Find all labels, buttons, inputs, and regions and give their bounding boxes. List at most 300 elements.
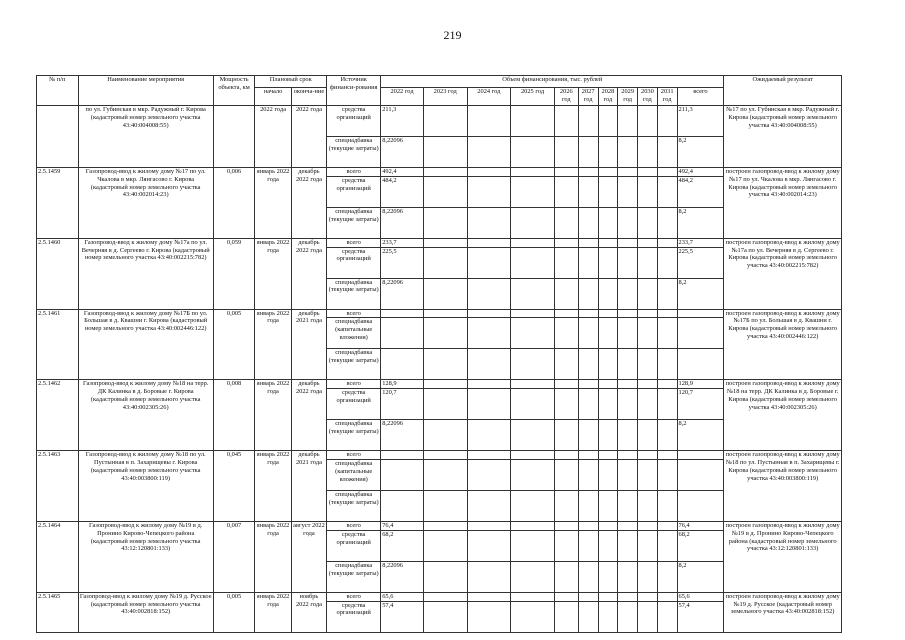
value-empty	[578, 176, 598, 207]
value-total	[677, 309, 724, 318]
value-empty	[467, 318, 511, 349]
value-empty	[638, 168, 658, 177]
financing-table	[36, 75, 842, 633]
value-empty	[511, 380, 555, 389]
entry-end: ноябрь 2022 года	[291, 592, 326, 632]
entry-source: спецнадбавка (текущие затраты)	[327, 278, 381, 309]
value-total: 65,6	[677, 592, 724, 601]
entry-name: Газопровод-ввод к жилому дому №18 по ул. Пустынная в п. Захарищевы г. Кирова (кадастровый номер земельного участка 43:40:003800:119)	[78, 451, 213, 522]
value-empty	[423, 459, 467, 490]
value-empty	[638, 459, 658, 490]
value-empty	[618, 247, 638, 278]
value-empty	[578, 530, 598, 561]
entry-source: спецнадбавка (текущие затраты)	[327, 420, 381, 451]
value-total: 128,9	[677, 380, 724, 389]
table-row	[37, 592, 842, 601]
entry-capacity: 0,006	[213, 168, 255, 239]
value-empty	[638, 106, 658, 137]
value-empty	[638, 176, 658, 207]
value-empty	[578, 459, 598, 490]
value-total: 76,4	[677, 521, 724, 530]
value-empty	[467, 137, 511, 168]
value-empty	[554, 137, 578, 168]
value-empty	[554, 592, 578, 601]
value-empty	[511, 207, 555, 238]
value-empty	[467, 592, 511, 601]
table-row	[37, 168, 842, 177]
value-empty	[618, 137, 638, 168]
header-name: Наименование мероприятия	[78, 76, 213, 106]
entry-result: построен газопровод-ввод к жилому дому №17Б по ул. Большая в д. Квашни г. Кирова (кадастровый номер земельного участка 43:40:002446:122)	[724, 309, 842, 380]
value-empty	[423, 521, 467, 530]
entry-number: 2.5.1460	[37, 238, 79, 309]
value-total: 233,7	[677, 238, 724, 247]
value-empty	[467, 309, 511, 318]
value-2022: 484,2	[381, 176, 424, 207]
value-empty	[578, 247, 598, 278]
entry-capacity: 0,045	[213, 451, 255, 522]
value-empty	[618, 318, 638, 349]
value-empty	[657, 420, 677, 451]
entry-start: январь 2022 года	[255, 521, 291, 592]
value-empty	[618, 389, 638, 420]
value-empty	[598, 106, 618, 137]
value-empty	[598, 238, 618, 247]
value-empty	[578, 349, 598, 380]
entry-result: построен газопровод-ввод к жилому дому №18 по ул. Пустынная в п. Захарищевы г. Кирова (кадастровый номер земельного участка 43:40:003800:119)	[724, 451, 842, 522]
header-num: № п/п	[37, 76, 79, 106]
value-empty	[423, 318, 467, 349]
value-2022: 76,4	[381, 521, 424, 530]
value-empty	[657, 309, 677, 318]
value-empty	[423, 592, 467, 601]
entry-number: 2.5.1461	[37, 309, 79, 380]
value-total	[677, 459, 724, 490]
entry-source: спецнадбавка (капитальные вложения)	[327, 459, 381, 490]
value-empty	[423, 349, 467, 380]
value-empty	[618, 521, 638, 530]
value-total	[677, 490, 724, 521]
value-empty	[598, 318, 618, 349]
entry-end: декабрь 2022 года	[291, 238, 326, 309]
value-2022: 8,22096	[381, 207, 424, 238]
value-empty	[618, 176, 638, 207]
entry-name: Газопровод-ввод к жилому дому №19 д. Русское (кадастровый номер земельного участка 43:40:002818:152)	[78, 592, 213, 632]
value-empty	[554, 389, 578, 420]
value-empty	[423, 420, 467, 451]
value-empty	[638, 238, 658, 247]
value-empty	[467, 451, 511, 460]
entry-result: построен газопровод-ввод к жилому дому №19 в д. Пронино Кирово-Чепецкого района (кадастровый номер земельного участка 43:12:120801:133)	[724, 521, 842, 592]
value-empty	[423, 168, 467, 177]
entry-source: спецнадбавка (капитальные вложения)	[327, 318, 381, 349]
value-empty	[511, 521, 555, 530]
table-row	[37, 451, 842, 460]
value-empty	[598, 561, 618, 592]
value-empty	[511, 530, 555, 561]
value-total: 8,2	[677, 278, 724, 309]
entry-source: спецнадбавка (текущие затраты)	[327, 137, 381, 168]
value-empty	[423, 176, 467, 207]
value-empty	[598, 530, 618, 561]
entry-number: 2.5.1465	[37, 592, 79, 632]
header-year-2022: 2022 год	[381, 88, 424, 106]
value-empty	[578, 601, 598, 632]
value-empty	[618, 106, 638, 137]
value-total: 68,2	[677, 530, 724, 561]
entry-start: январь 2022 года	[255, 309, 291, 380]
value-empty	[638, 137, 658, 168]
entry-source: всего	[327, 380, 381, 389]
value-empty	[657, 561, 677, 592]
value-2022: 8,22096	[381, 137, 424, 168]
header-volume: Объем финансирования, тыс. рублей	[381, 76, 724, 88]
value-empty	[578, 309, 598, 318]
value-empty	[598, 451, 618, 460]
entry-source: всего	[327, 168, 381, 177]
table-row	[37, 380, 842, 389]
value-2022	[381, 349, 424, 380]
value-empty	[638, 530, 658, 561]
value-empty	[467, 459, 511, 490]
value-empty	[467, 389, 511, 420]
value-empty	[423, 601, 467, 632]
entry-capacity: 0,007	[213, 521, 255, 592]
entry-source: средства организаций	[327, 389, 381, 420]
value-empty	[618, 420, 638, 451]
header-year-2029: 2029 год	[618, 88, 638, 106]
value-empty	[598, 247, 618, 278]
value-empty	[578, 389, 598, 420]
value-empty	[598, 420, 618, 451]
value-empty	[554, 247, 578, 278]
value-empty	[554, 106, 578, 137]
entry-end: 2022 года	[291, 106, 326, 168]
value-empty	[554, 451, 578, 460]
value-empty	[638, 318, 658, 349]
table-row	[37, 521, 842, 530]
value-empty	[423, 380, 467, 389]
value-empty	[423, 247, 467, 278]
value-total: 492,4	[677, 168, 724, 177]
value-empty	[657, 238, 677, 247]
value-total	[677, 318, 724, 349]
value-empty	[467, 238, 511, 247]
value-empty	[578, 561, 598, 592]
header-total: всего	[677, 88, 724, 106]
entry-start: январь 2022 года	[255, 238, 291, 309]
value-empty	[554, 530, 578, 561]
header-start: начало	[255, 88, 291, 106]
value-empty	[511, 561, 555, 592]
value-empty	[638, 490, 658, 521]
header-term: Плановый срок	[255, 76, 327, 88]
header-year-2026: 2026 год	[554, 88, 578, 106]
value-empty	[423, 238, 467, 247]
value-empty	[657, 207, 677, 238]
value-total: 225,5	[677, 247, 724, 278]
value-empty	[598, 278, 618, 309]
entry-start: январь 2022 года	[255, 380, 291, 451]
entry-source: средства организаций	[327, 106, 381, 137]
value-empty	[578, 278, 598, 309]
value-empty	[467, 521, 511, 530]
entry-name: Газопровод-ввод к жилому дому №17а по ул. Вечерняя в д. Сергеево г. Кирова (кадастровый номер земельного участка 43:40:002215:782)	[78, 238, 213, 309]
entry-capacity: 0,008	[213, 380, 255, 451]
value-empty	[423, 106, 467, 137]
value-empty	[467, 278, 511, 309]
value-empty	[618, 490, 638, 521]
header-end: оконча-ние	[291, 88, 326, 106]
value-empty	[467, 207, 511, 238]
entry-name: по ул. Губинская в мкр. Радужный г. Кирова (кадастровый номер земельного участка 43:40:004008:55)	[78, 106, 213, 168]
table-row	[37, 106, 842, 137]
entry-result: №17 по ул. Губинская в мкр. Радужный г. Кирова (кадастровый номер земельного участка 43:40:004008:55)	[724, 106, 842, 168]
value-empty	[598, 207, 618, 238]
entry-number: 2.5.1459	[37, 168, 79, 239]
value-empty	[467, 106, 511, 137]
header-year-2024: 2024 год	[467, 88, 511, 106]
entry-name: Газопровод-ввод к жилому дому №17Б по ул. Большая в д. Квашни г. Кирова (кадастровый номер земельного участка 43:40:002446:122)	[78, 309, 213, 380]
value-empty	[578, 521, 598, 530]
value-empty	[423, 207, 467, 238]
value-empty	[618, 459, 638, 490]
value-empty	[554, 420, 578, 451]
header-row-1	[37, 76, 842, 88]
value-empty	[554, 168, 578, 177]
value-empty	[511, 106, 555, 137]
value-empty	[598, 459, 618, 490]
value-empty	[618, 168, 638, 177]
value-empty	[511, 389, 555, 420]
header-year-2025: 2025 год	[511, 88, 555, 106]
entry-result: построен газопровод-ввод к жилому дому №18 на терр. ДК Калинка в д. Боровые г. Кирова (кадастровый номер земельного участка 43:40:002305:26)	[724, 380, 842, 451]
value-empty	[638, 389, 658, 420]
value-total: 211,3	[677, 106, 724, 137]
value-empty	[618, 207, 638, 238]
entry-source: средства организаций	[327, 601, 381, 632]
value-empty	[657, 168, 677, 177]
entry-source: спецнадбавка (текущие затраты)	[327, 490, 381, 521]
value-2022: 68,2	[381, 530, 424, 561]
value-empty	[554, 601, 578, 632]
value-empty	[598, 168, 618, 177]
entry-start: январь 2022 года	[255, 451, 291, 522]
entry-source: всего	[327, 521, 381, 530]
value-empty	[467, 561, 511, 592]
value-empty	[511, 601, 555, 632]
value-empty	[554, 176, 578, 207]
value-empty	[638, 561, 658, 592]
header-year-2031: 2031 год	[657, 88, 677, 106]
value-empty	[657, 451, 677, 460]
entry-end: декабрь 2022 года	[291, 380, 326, 451]
value-empty	[598, 349, 618, 380]
value-2022: 57,4	[381, 601, 424, 632]
value-empty	[618, 592, 638, 601]
value-2022	[381, 318, 424, 349]
value-empty	[423, 451, 467, 460]
value-empty	[467, 349, 511, 380]
page-number: 219	[443, 28, 462, 42]
header-source: Источник финанси-рования	[327, 76, 381, 106]
value-empty	[657, 530, 677, 561]
value-2022: 492,4	[381, 168, 424, 177]
entry-capacity	[213, 106, 255, 168]
value-empty	[511, 238, 555, 247]
value-2022: 120,7	[381, 389, 424, 420]
value-empty	[578, 380, 598, 389]
value-total: 8,2	[677, 137, 724, 168]
value-empty	[598, 137, 618, 168]
value-2022	[381, 490, 424, 521]
entry-name: Газопровод-ввод к жилому дому №19 в д. Пронино Кирово-Чепецкого района (кадастровый номер земельного участка 43:12:120801:133)	[78, 521, 213, 592]
entry-number: 2.5.1464	[37, 521, 79, 592]
value-empty	[554, 238, 578, 247]
entry-end: август 2022 года	[291, 521, 326, 592]
value-empty	[657, 389, 677, 420]
table-row	[37, 238, 842, 247]
value-empty	[423, 530, 467, 561]
value-empty	[554, 349, 578, 380]
entry-end: декабрь 2021 года	[291, 309, 326, 380]
value-empty	[618, 561, 638, 592]
value-empty	[598, 380, 618, 389]
value-empty	[423, 278, 467, 309]
entry-source: спецнадбавка (текущие затраты)	[327, 561, 381, 592]
value-empty	[657, 459, 677, 490]
value-empty	[657, 176, 677, 207]
value-empty	[511, 309, 555, 318]
entry-number: 2.5.1463	[37, 451, 79, 522]
value-empty	[618, 309, 638, 318]
value-empty	[423, 389, 467, 420]
entry-number: 2.5.1462	[37, 380, 79, 451]
value-empty	[638, 592, 658, 601]
value-empty	[657, 137, 677, 168]
value-empty	[578, 592, 598, 601]
value-total	[677, 451, 724, 460]
value-empty	[598, 521, 618, 530]
value-2022: 65,6	[381, 592, 424, 601]
value-empty	[618, 278, 638, 309]
value-empty	[578, 318, 598, 349]
entry-start: 2022 года	[255, 106, 291, 168]
value-empty	[423, 561, 467, 592]
value-2022: 8,22096	[381, 278, 424, 309]
value-empty	[511, 459, 555, 490]
value-empty	[423, 309, 467, 318]
value-empty	[657, 349, 677, 380]
entry-start: январь 2022 года	[255, 592, 291, 632]
value-empty	[638, 278, 658, 309]
entry-source: всего	[327, 451, 381, 460]
entry-source: всего	[327, 592, 381, 601]
value-empty	[511, 137, 555, 168]
value-2022: 233,7	[381, 238, 424, 247]
value-empty	[554, 490, 578, 521]
value-empty	[511, 168, 555, 177]
value-total: 8,2	[677, 420, 724, 451]
value-empty	[638, 349, 658, 380]
value-empty	[638, 207, 658, 238]
value-total: 8,2	[677, 561, 724, 592]
table-row	[37, 309, 842, 318]
header-capacity: Мощность объекта, км	[213, 76, 255, 106]
value-empty	[554, 459, 578, 490]
entry-source: спецнадбавка (текущие затраты)	[327, 349, 381, 380]
entry-source: спецнадбавка (текущие затраты)	[327, 207, 381, 238]
entry-capacity: 0,005	[213, 592, 255, 632]
value-empty	[657, 106, 677, 137]
value-empty	[638, 247, 658, 278]
value-empty	[467, 490, 511, 521]
value-empty	[554, 318, 578, 349]
value-empty	[638, 451, 658, 460]
value-empty	[657, 318, 677, 349]
value-empty	[638, 380, 658, 389]
value-empty	[598, 389, 618, 420]
value-empty	[657, 490, 677, 521]
value-2022	[381, 309, 424, 318]
value-empty	[578, 137, 598, 168]
entry-number	[37, 106, 79, 168]
value-empty	[511, 349, 555, 380]
value-empty	[578, 451, 598, 460]
value-empty	[511, 490, 555, 521]
value-empty	[618, 601, 638, 632]
value-empty	[578, 238, 598, 247]
entry-source: средства организаций	[327, 530, 381, 561]
value-empty	[638, 420, 658, 451]
value-empty	[423, 490, 467, 521]
entry-source: всего	[327, 238, 381, 247]
header-year-2030: 2030 год	[638, 88, 658, 106]
value-empty	[554, 380, 578, 389]
value-empty	[598, 176, 618, 207]
value-empty	[598, 601, 618, 632]
value-total: 57,4	[677, 601, 724, 632]
header-year-2028: 2028 год	[598, 88, 618, 106]
value-empty	[578, 420, 598, 451]
value-empty	[578, 106, 598, 137]
value-empty	[598, 592, 618, 601]
value-2022: 211,3	[381, 106, 424, 137]
value-empty	[638, 521, 658, 530]
entry-capacity: 0,005	[213, 309, 255, 380]
value-empty	[578, 168, 598, 177]
value-empty	[467, 601, 511, 632]
value-empty	[657, 380, 677, 389]
value-empty	[657, 592, 677, 601]
value-empty	[618, 238, 638, 247]
entry-start: январь 2022 года	[255, 168, 291, 239]
value-2022	[381, 451, 424, 460]
entry-name: Газопровод-ввод к жилому дому №17 по ул. Чкалова в мкр. Лянгасово г. Кирова (кадастровый номер земельного участка 43:40:002014:23)	[78, 168, 213, 239]
value-empty	[638, 601, 658, 632]
header-result: Ожидаемый результат	[724, 76, 842, 106]
value-empty	[511, 318, 555, 349]
value-empty	[511, 278, 555, 309]
value-empty	[554, 207, 578, 238]
value-empty	[467, 176, 511, 207]
entry-name: Газопровод-ввод к жилому дому №18 на терр. ДК Калинка в д. Боровые г. Кирова (кадастровый номер земельного участка 43:40:002305:26)	[78, 380, 213, 451]
entry-end: декабрь 2022 года	[291, 168, 326, 239]
value-2022: 8,22096	[381, 420, 424, 451]
entry-end: декабрь 2021 года	[291, 451, 326, 522]
value-empty	[467, 168, 511, 177]
value-empty	[511, 247, 555, 278]
